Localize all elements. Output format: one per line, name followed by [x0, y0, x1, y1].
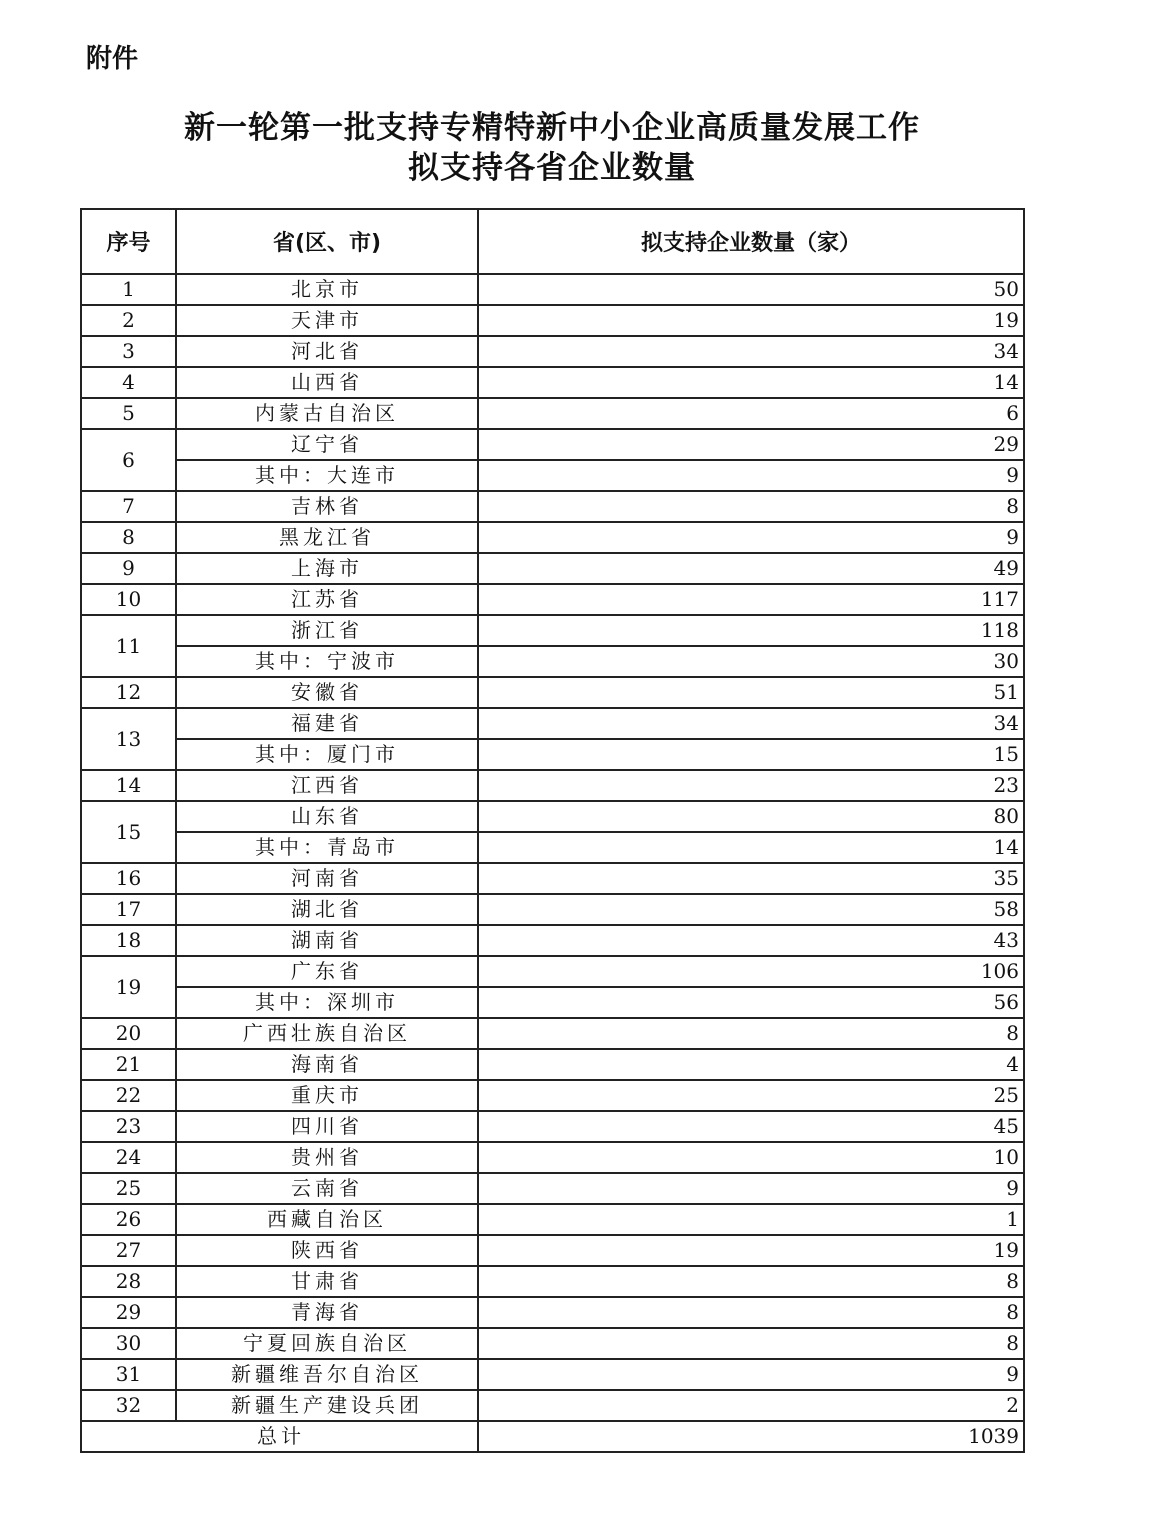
province-name-cell: 黑龙江省: [176, 522, 478, 553]
enterprise-count-cell: 2: [478, 1390, 1024, 1421]
province-name-cell: 其中：厦门市: [176, 739, 478, 770]
table-row: [81, 739, 1024, 770]
table-row: [81, 367, 1024, 398]
table-row: [81, 522, 1024, 553]
table-row: [81, 460, 1024, 491]
serial-number-cell: 4: [81, 367, 176, 398]
table-row: [81, 398, 1024, 429]
enterprise-count-cell: 15: [478, 739, 1024, 770]
enterprise-count-cell: 56: [478, 987, 1024, 1018]
enterprise-count-cell: 10: [478, 1142, 1024, 1173]
province-name-cell: 吉林省: [176, 491, 478, 522]
total-row: [81, 1421, 1024, 1452]
table-row: [81, 429, 1024, 460]
header-serial-number: 序号: [81, 209, 176, 274]
province-name-cell: 其中：深圳市: [176, 987, 478, 1018]
enterprise-count-cell: 58: [478, 894, 1024, 925]
province-name-cell: 天津市: [176, 305, 478, 336]
province-name-cell: 宁夏回族自治区: [176, 1328, 478, 1359]
serial-number-cell: 9: [81, 553, 176, 584]
province-name-cell: 甘肃省: [176, 1266, 478, 1297]
serial-number-cell: 30: [81, 1328, 176, 1359]
serial-number-cell: 13: [81, 708, 176, 770]
province-name-cell: 湖北省: [176, 894, 478, 925]
enterprise-count-cell: 30: [478, 646, 1024, 677]
table-row: [81, 274, 1024, 305]
serial-number-cell: 11: [81, 615, 176, 677]
document-title-line-2: 拟支持各省企业数量: [408, 150, 696, 186]
enterprise-count-cell: 9: [478, 1359, 1024, 1390]
serial-number-cell: 32: [81, 1390, 176, 1421]
enterprise-count-cell: 8: [478, 1328, 1024, 1359]
serial-number-cell: 14: [81, 770, 176, 801]
attachment-label: 附件: [86, 44, 139, 74]
document-title-line-1: 新一轮第一批支持专精特新中小企业高质量发展工作: [184, 110, 920, 146]
table-row: [81, 491, 1024, 522]
province-name-cell: 重庆市: [176, 1080, 478, 1111]
province-name-cell: 其中：大连市: [176, 460, 478, 491]
province-name-cell: 湖南省: [176, 925, 478, 956]
table-row: [81, 863, 1024, 894]
province-name-cell: 北京市: [176, 274, 478, 305]
table-body: [81, 274, 1024, 1421]
province-name-cell: 新疆维吾尔自治区: [176, 1359, 478, 1390]
province-name-cell: 安徽省: [176, 677, 478, 708]
table-row: [81, 615, 1024, 646]
serial-number-cell: 27: [81, 1235, 176, 1266]
table-row: [81, 801, 1024, 832]
enterprise-count-cell: 9: [478, 460, 1024, 491]
province-name-cell: 云南省: [176, 1173, 478, 1204]
province-name-cell: 山东省: [176, 801, 478, 832]
table-row: [81, 832, 1024, 863]
serial-number-cell: 21: [81, 1049, 176, 1080]
table-row: [81, 1111, 1024, 1142]
serial-number-cell: 26: [81, 1204, 176, 1235]
province-name-cell: 四川省: [176, 1111, 478, 1142]
table-row: [81, 1049, 1024, 1080]
enterprise-count-cell: 23: [478, 770, 1024, 801]
serial-number-cell: 2: [81, 305, 176, 336]
province-name-cell: 其中：宁波市: [176, 646, 478, 677]
province-name-cell: 江苏省: [176, 584, 478, 615]
enterprise-count-cell: 29: [478, 429, 1024, 460]
enterprise-count-cell: 118: [478, 615, 1024, 646]
table-row: [81, 584, 1024, 615]
enterprise-count-cell: 19: [478, 1235, 1024, 1266]
province-name-cell: 辽宁省: [176, 429, 478, 460]
table-row: [81, 677, 1024, 708]
enterprise-count-cell: 8: [478, 1297, 1024, 1328]
enterprise-count-cell: 25: [478, 1080, 1024, 1111]
province-name-cell: 河南省: [176, 863, 478, 894]
province-name-cell: 贵州省: [176, 1142, 478, 1173]
province-name-cell: 内蒙古自治区: [176, 398, 478, 429]
serial-number-cell: 31: [81, 1359, 176, 1390]
table-row: [81, 925, 1024, 956]
enterprise-count-cell: 14: [478, 367, 1024, 398]
serial-number-cell: 16: [81, 863, 176, 894]
serial-number-cell: 3: [81, 336, 176, 367]
serial-number-cell: 7: [81, 491, 176, 522]
table-row: [81, 1018, 1024, 1049]
serial-number-cell: 15: [81, 801, 176, 863]
serial-number-cell: 12: [81, 677, 176, 708]
table-row: [81, 1204, 1024, 1235]
enterprise-count-cell: 43: [478, 925, 1024, 956]
table-row: [81, 1328, 1024, 1359]
enterprise-count-cell: 34: [478, 336, 1024, 367]
enterprise-count-cell: 1: [478, 1204, 1024, 1235]
table-row: [81, 305, 1024, 336]
province-name-cell: 上海市: [176, 553, 478, 584]
serial-number-cell: 17: [81, 894, 176, 925]
province-name-cell: 河北省: [176, 336, 478, 367]
province-name-cell: 其中：青岛市: [176, 832, 478, 863]
serial-number-cell: 29: [81, 1297, 176, 1328]
province-name-cell: 青海省: [176, 1297, 478, 1328]
table-header-row: [81, 209, 1024, 274]
serial-number-cell: 24: [81, 1142, 176, 1173]
enterprise-count-cell: 9: [478, 522, 1024, 553]
enterprise-count-cell: 6: [478, 398, 1024, 429]
province-name-cell: 广西壮族自治区: [176, 1018, 478, 1049]
enterprise-count-table: [80, 208, 1025, 1453]
enterprise-count-cell: 8: [478, 491, 1024, 522]
table-row: [81, 987, 1024, 1018]
total-value: 1039: [478, 1421, 1024, 1452]
table-row: [81, 894, 1024, 925]
table-row: [81, 646, 1024, 677]
table-row: [81, 1142, 1024, 1173]
table-row: [81, 770, 1024, 801]
serial-number-cell: 18: [81, 925, 176, 956]
enterprise-count-cell: 8: [478, 1018, 1024, 1049]
table-row: [81, 1297, 1024, 1328]
province-name-cell: 西藏自治区: [176, 1204, 478, 1235]
province-name-cell: 陕西省: [176, 1235, 478, 1266]
total-label: 总计: [81, 1421, 478, 1452]
table-row: [81, 1359, 1024, 1390]
serial-number-cell: 20: [81, 1018, 176, 1049]
province-name-cell: 福建省: [176, 708, 478, 739]
table-row: [81, 1080, 1024, 1111]
table-row: [81, 1173, 1024, 1204]
province-name-cell: 新疆生产建设兵团: [176, 1390, 478, 1421]
enterprise-count-cell: 19: [478, 305, 1024, 336]
table-row: [81, 1390, 1024, 1421]
serial-number-cell: 23: [81, 1111, 176, 1142]
table-row: [81, 1235, 1024, 1266]
serial-number-cell: 6: [81, 429, 176, 491]
province-name-cell: 海南省: [176, 1049, 478, 1080]
table-row: [81, 956, 1024, 987]
table-row: [81, 553, 1024, 584]
enterprise-count-cell: 9: [478, 1173, 1024, 1204]
header-enterprise-count: 拟支持企业数量（家）: [478, 209, 1024, 274]
province-name-cell: 广东省: [176, 956, 478, 987]
enterprise-count-cell: 117: [478, 584, 1024, 615]
province-name-cell: 江西省: [176, 770, 478, 801]
serial-number-cell: 10: [81, 584, 176, 615]
enterprise-count-cell: 35: [478, 863, 1024, 894]
serial-number-cell: 25: [81, 1173, 176, 1204]
serial-number-cell: 28: [81, 1266, 176, 1297]
enterprise-count-cell: 106: [478, 956, 1024, 987]
province-name-cell: 浙江省: [176, 615, 478, 646]
enterprise-count-cell: 14: [478, 832, 1024, 863]
serial-number-cell: 1: [81, 274, 176, 305]
table-row: [81, 336, 1024, 367]
enterprise-count-cell: 80: [478, 801, 1024, 832]
serial-number-cell: 8: [81, 522, 176, 553]
enterprise-count-cell: 51: [478, 677, 1024, 708]
serial-number-cell: 19: [81, 956, 176, 1018]
enterprise-count-cell: 45: [478, 1111, 1024, 1142]
serial-number-cell: 5: [81, 398, 176, 429]
enterprise-count-cell: 50: [478, 274, 1024, 305]
header-province: 省(区、市): [176, 209, 478, 274]
table-row: [81, 708, 1024, 739]
enterprise-count-cell: 4: [478, 1049, 1024, 1080]
table-row: [81, 1266, 1024, 1297]
enterprise-count-cell: 34: [478, 708, 1024, 739]
serial-number-cell: 22: [81, 1080, 176, 1111]
enterprise-count-cell: 49: [478, 553, 1024, 584]
province-name-cell: 山西省: [176, 367, 478, 398]
enterprise-count-cell: 8: [478, 1266, 1024, 1297]
